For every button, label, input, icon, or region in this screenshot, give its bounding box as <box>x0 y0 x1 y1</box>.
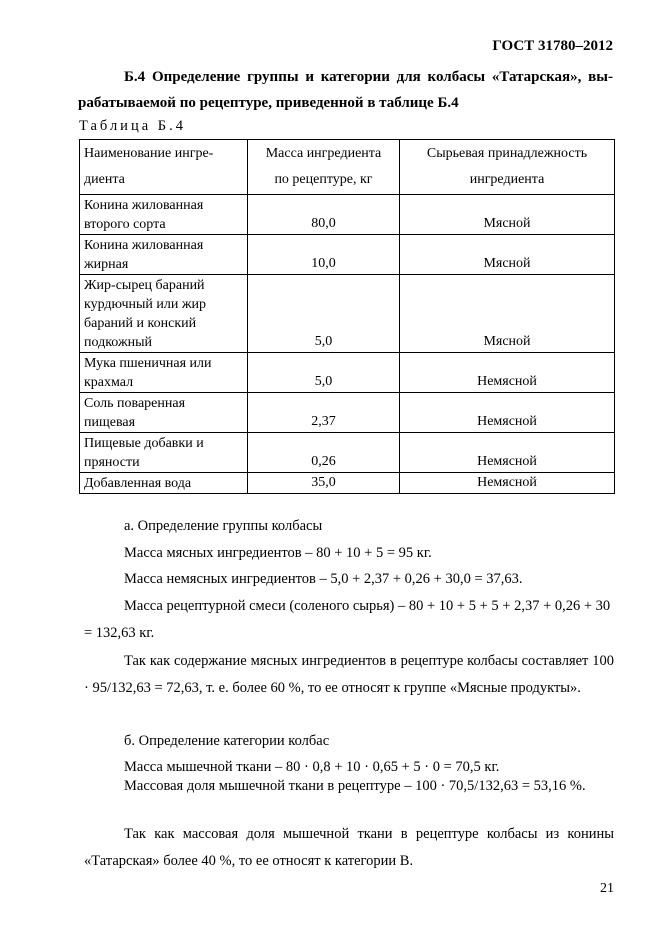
ingredient-name-line: Жир-сырец бараний <box>84 278 205 293</box>
cell-category: Немясной <box>400 353 615 393</box>
column-header-mass-line-1: Масса ингредиента <box>265 146 382 161</box>
ingredient-name-line: Конина жилованная <box>84 238 204 253</box>
table-row <box>80 473 615 494</box>
paragraph-category-conclusion: Так как массовая доля мышечной ткани в рецептуре колбасы из конины «Татарская» более 40 %, то ее относят к категории В. <box>84 826 614 869</box>
cell-category: Мясной <box>400 275 615 353</box>
ingredient-name-line: курдючный или жир <box>84 297 207 312</box>
ingredient-name-line: пищевая <box>84 415 136 430</box>
cell-mass: 35,0 <box>248 473 400 494</box>
document-standard-header: ГОСТ 31780–2012 <box>492 38 613 54</box>
paragraph-a-heading: а. Определение группы колбасы <box>124 518 323 534</box>
cell-mass: 2,37 <box>248 393 400 433</box>
ingredients-table <box>79 139 615 494</box>
ingredient-name-line: жирная <box>84 257 129 272</box>
table-row <box>80 275 615 353</box>
section-heading-line-2: рабатываемой по рецептуре, приведенной в таблице Б.4 <box>78 95 459 111</box>
column-header-category <box>400 140 615 195</box>
table-body <box>80 195 615 494</box>
ingredient-name-line: второго сорта <box>84 217 166 232</box>
cell-mass: 5,0 <box>248 353 400 393</box>
column-header-category-line-2: ингредиента <box>469 172 545 187</box>
ingredient-name-line: Пищевые добавки и <box>84 436 204 451</box>
cell-category: Немясной <box>400 393 615 433</box>
cell-ingredient-name <box>80 433 248 473</box>
column-header-category-line-1: Сырьевая принадлежность <box>426 146 588 161</box>
cell-mass: 5,0 <box>248 275 400 353</box>
table-row <box>80 353 615 393</box>
table-row <box>80 235 615 275</box>
table-row <box>80 195 615 235</box>
column-header-mass-line-2: по рецептуре, кг <box>274 172 373 187</box>
ingredient-name-line: Соль поваренная <box>84 396 186 411</box>
table-row <box>80 433 615 473</box>
cell-category: Мясной <box>400 195 615 235</box>
paragraph-group-conclusion: Так как содержание мясных ингредиентов в рецептуре колбасы составляет 100 · 95/132,63 = 72,63, т. е. более 60 %, то ее относят к группе «Мясные продукты». <box>84 653 614 696</box>
ingredient-name-line: Добавленная вода <box>84 476 192 491</box>
section-heading-line-1: Б.4 Определение группы и категории для колбасы «Татарская», вы- <box>124 69 613 85</box>
table-caption: Таблица Б.4 <box>79 118 186 134</box>
ingredient-name-line: Конина жилованная <box>84 198 204 213</box>
section-heading <box>78 64 613 116</box>
cell-category: Немясной <box>400 473 615 494</box>
cell-mass: 0,26 <box>248 433 400 473</box>
ingredient-name-line: подкожный <box>84 335 153 350</box>
paragraph-muscle-share: Массовая доля мышечной ткани в рецептуре – 100 · 70,5/132,63 = 53,16 %. <box>124 778 586 794</box>
paragraph-b-heading: б. Определение категории колбас <box>124 733 330 749</box>
column-header-mass <box>248 140 400 195</box>
cell-category: Мясной <box>400 235 615 275</box>
table-header-row <box>80 140 615 195</box>
paragraph-nonmeat-mass: Масса немясных ингредиентов – 5,0 + 2,37 + 0,26 + 30,0 = 37,63. <box>124 571 523 587</box>
paragraph-muscle-mass: Масса мышечной ткани – 80 · 0,8 + 10 · 0,65 + 5 · 0 = 70,5 кг. <box>124 759 500 775</box>
table-row <box>80 393 615 433</box>
recipe-mass-line-1: Масса рецептурной смеси (соленого сырья) – 80 + 10 + 5 + 5 + 2,37 + 0,26 + 30 <box>124 598 611 614</box>
page-number: 21 <box>600 881 614 896</box>
paragraph-recipe-mass <box>84 593 616 647</box>
ingredient-name-line: Мука пшеничная или <box>84 356 212 371</box>
ingredient-name-line: бараний и конский <box>84 316 197 331</box>
cell-mass: 10,0 <box>248 235 400 275</box>
cell-category: Немясной <box>400 433 615 473</box>
ingredient-name-line: пряности <box>84 455 140 470</box>
column-header-ingredient-line-1: Наименование ингре- <box>84 146 214 161</box>
cell-mass: 80,0 <box>248 195 400 235</box>
cell-ingredient-name <box>80 195 248 235</box>
cell-ingredient-name <box>80 393 248 433</box>
ingredient-name-line: крахмал <box>84 375 134 390</box>
column-header-ingredient-line-2: диента <box>84 172 125 187</box>
column-header-ingredient <box>80 140 248 195</box>
cell-ingredient-name <box>80 473 248 494</box>
cell-ingredient-name <box>80 275 248 353</box>
cell-ingredient-name <box>80 353 248 393</box>
recipe-mass-line-2: = 132,63 кг. <box>84 625 155 641</box>
cell-ingredient-name <box>80 235 248 275</box>
paragraph-meat-mass: Масса мясных ингредиентов – 80 + 10 + 5 = 95 кг. <box>124 545 432 561</box>
